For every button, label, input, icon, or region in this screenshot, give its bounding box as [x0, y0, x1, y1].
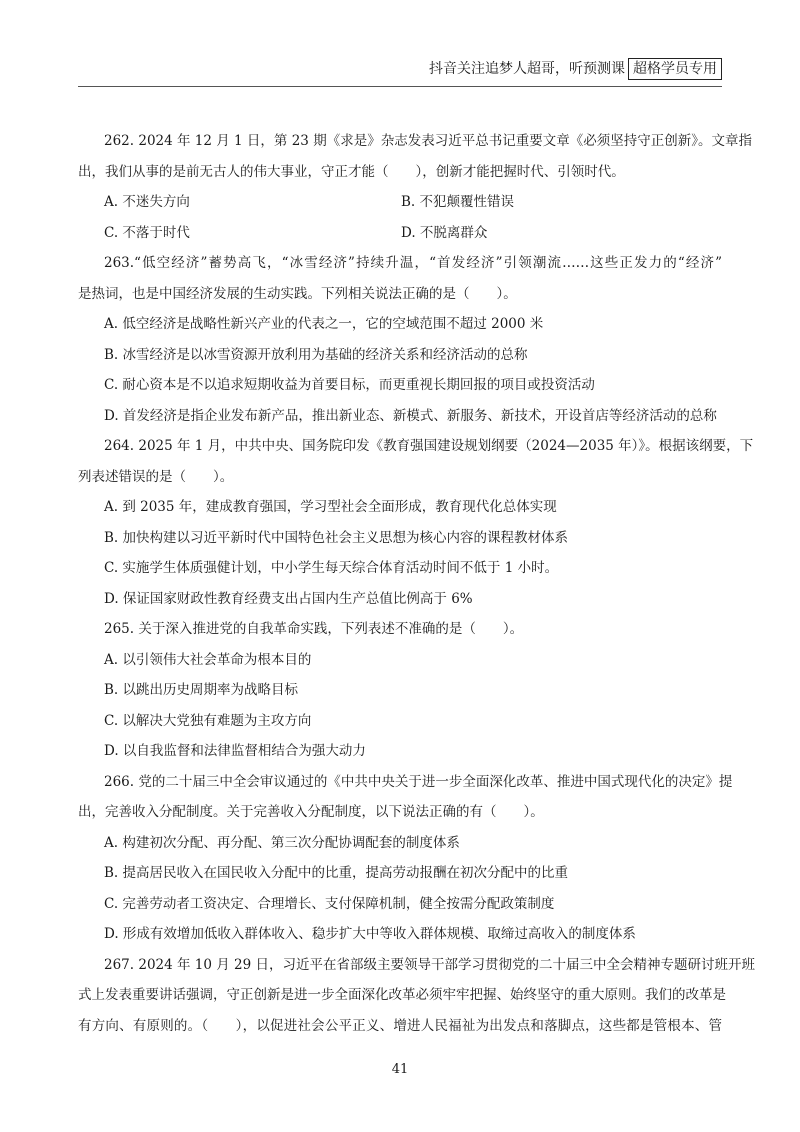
question-stem-line: 265. 关于深入推进党的自我革命实践，下列表述不准确的是（ ）。 — [104, 621, 524, 637]
option-a: A. 低空经济是战略性新兴产业的代表之一，它的空域范围不超过 2000 米 — [104, 316, 544, 332]
question-267 — [78, 950, 756, 1042]
question-stem-line: 出，我们从事的是前无古人的伟大事业，守正才能（ ），创新才能把握时代、引领时代。 — [78, 163, 625, 180]
option-a: A. 到 2035 年，建成教育强国，学习型社会全面形成，教育现代化总体实现 — [104, 499, 557, 515]
page-number: 41 — [391, 1062, 409, 1077]
question-stem-line: 是热词，也是中国经济发展的生动实践。下列相关说法正确的是（ ）。 — [78, 285, 517, 302]
question-stem-line: 列表述错误的是（ ）。 — [78, 468, 234, 485]
option-b: B. 以跳出历史周期率为战略目标 — [104, 682, 299, 698]
option-b: B. 加快构建以习近平新时代中国特色社会主义思想为核心内容的课程教材体系 — [104, 529, 569, 546]
question-stem-line: 263.“低空经济”蓄势高飞，“冰雪经济”持续升温，“首发经济”引领潮流……这些正发力的“经济” — [104, 255, 722, 271]
option-c: C. 不落于时代 — [104, 224, 190, 241]
option-c: C. 完善劳动者工资决定、合理增长、支付保障机制，健全按需分配政策制度 — [104, 895, 555, 912]
option-a: A. 构建初次分配、再分配、第三次分配协调配套的制度体系 — [104, 834, 460, 851]
header-text: 抖音关注追梦人超哥，听预测课 — [429, 61, 625, 77]
option-d: D. 形成有效增加低收入群体收入、稳步扩大中等收入群体规模、取缔过高收入的制度体系 — [104, 926, 636, 942]
option-b: B. 冰雪经济是以冰雪资源开放利用为基础的经济关系和经济活动的总称 — [104, 346, 528, 363]
option-c: C. 实施学生体质强健计划，中小学生每天综合体育活动时间不低于 1 小时。 — [104, 560, 559, 576]
option-a: A. 以引领伟大社会革命为根本目的 — [104, 651, 312, 668]
question-stem-line: 262. 2024 年 12 月 1 日，第 23 期《求是》杂志发表习近平总书记重要文章《必须坚持守正创新》。文章指 — [104, 133, 752, 149]
option-d: D. 以自我监督和法律监督相结合为强大动力 — [104, 743, 366, 759]
question-stem-line: 266. 党的二十届三中全会审议通过的《中共中央关于进一步全面深化改革、推进中国式现代化的决定》提 — [104, 773, 733, 790]
question-stem-line: 267. 2024 年 10 月 29 日，习近平在省部级主要领导干部学习贯彻党的二十届三中全会精神专题研讨班开班 — [104, 956, 756, 973]
option-row — [78, 218, 722, 249]
option-d: D. 首发经济是指企业发布新产品，推出新业态、新模式、新服务、新技术，开设首店等经济活动的总称 — [104, 407, 717, 424]
header-badge: 超格学员专用 — [628, 58, 722, 80]
header-divider — [78, 86, 722, 87]
question-264 — [78, 431, 754, 614]
question-stem-line: 出，完善收入分配制度。关于完善收入分配制度，以下说法正确的有（ ）。 — [78, 804, 544, 820]
question-263 — [78, 248, 722, 431]
question-266 — [78, 767, 733, 950]
option-d: D. 不脱离群众 — [401, 224, 488, 241]
option-c: C. 以解决大党独有难题为主攻方向 — [104, 712, 312, 729]
option-a: A. 不迷失方向 — [104, 194, 190, 210]
option-b: B. 提高居民收入在国民收入分配中的比重，提高劳动报酬在初次分配中的比重 — [104, 865, 569, 881]
question-265 — [78, 614, 722, 767]
question-list — [78, 126, 756, 1041]
option-b: B. 不犯颠覆性错误 — [401, 194, 515, 210]
option-d: D. 保证国家财政性教育经费支出占国内生产总值比例高于 6% — [104, 590, 473, 607]
question-262 — [78, 126, 752, 248]
question-stem-line: 有方向、有原则的。（ ），以促进社会公平正义、增进人民福祉为出发点和落脚点，这些都是管根本、管 — [78, 1017, 722, 1034]
option-row — [78, 187, 722, 218]
page-header — [429, 58, 722, 80]
option-c: C. 耐心资本是不以追求短期收益为首要目标，而更重视长期回报的项目或投资活动 — [104, 377, 595, 393]
question-stem-line: 式上发表重要讲话强调，守正创新是进一步全面深化改革必须牢牢把握、始终坚守的重大原则。我们的改革是 — [78, 987, 726, 1003]
question-stem-line: 264. 2025 年 1 月，中共中央、国务院印发《教育强国建设规划纲要（2024—2035 年）》。根据该纲要，下 — [104, 438, 754, 454]
